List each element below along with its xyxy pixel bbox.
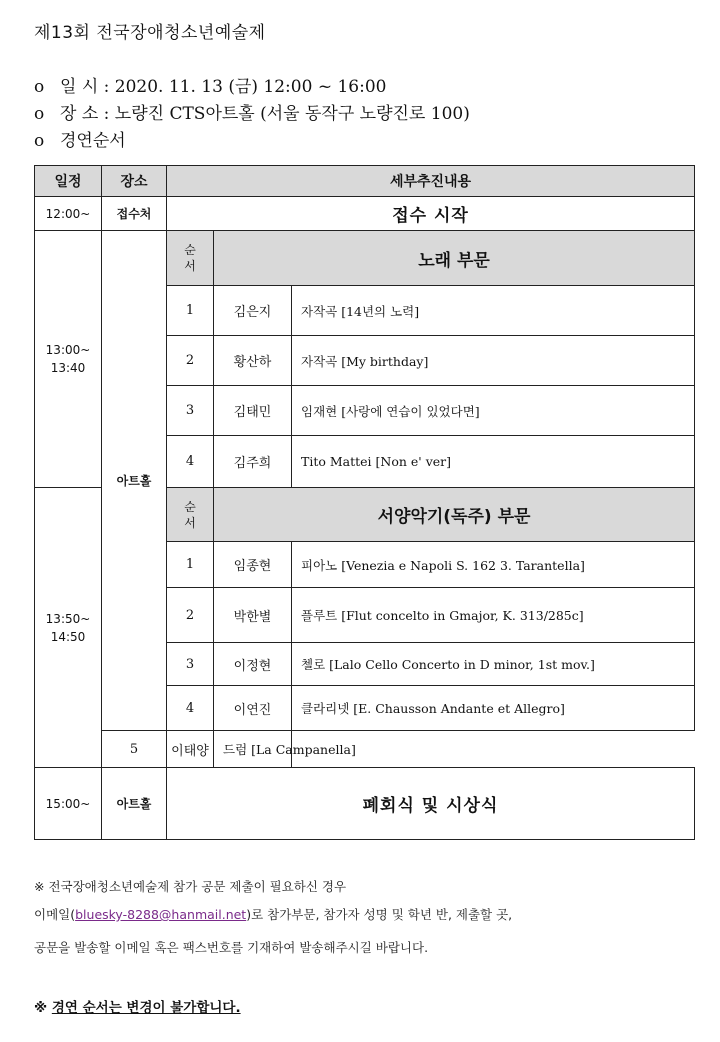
info-bullet: o: [34, 131, 45, 151]
closing-place: 아트홀: [102, 768, 167, 840]
table-row: [35, 731, 695, 768]
instrument-section-title: 서양악기(독주) 부문: [214, 488, 695, 542]
header-detail: 세부추진내용: [167, 166, 695, 197]
entry-piece: Tito Mattei [Non e' ver]: [292, 436, 695, 488]
email-link[interactable]: bluesky-8288@hanmail.net: [75, 907, 247, 922]
entry-piece: 임재현 [사랑에 연습이 있었다면]: [292, 386, 695, 436]
document-title: 제13회 전국장애청소년예술제: [34, 23, 266, 43]
info-venue-text: 장 소 : 노량진 CTS아트홀 (서울 동작구 노량진로 100): [60, 104, 470, 124]
instrument-time: 13:50~ 14:50: [35, 488, 102, 768]
vocal-time: 13:00~ 13:40: [35, 231, 102, 488]
header-time: 일정: [35, 166, 102, 197]
info-bullet: o: [34, 77, 45, 97]
entry-name: 김주희: [214, 436, 292, 488]
note-line-1: ※ 전국장애청소년예술제 참가 공문 제출이 필요하신 경우: [34, 879, 347, 894]
vocal-section-title: 노래 부문: [214, 231, 695, 286]
entry-number: 4: [167, 686, 214, 731]
entry-number: 1: [167, 286, 214, 336]
info-venue: [34, 99, 470, 124]
entry-number: 5: [102, 731, 167, 768]
info-date-text: 일 시 : 2020. 11. 13 (금) 12:00 ~ 16:00: [60, 77, 387, 97]
warning-mark: ※: [34, 1000, 48, 1016]
entry-piece: 피아노 [Venezia e Napoli S. 162 3. Tarantella]: [292, 542, 695, 588]
reception-time: 12:00~: [35, 197, 102, 231]
info-order: [34, 126, 126, 151]
note-line-2: [34, 905, 512, 923]
entry-piece: 클라리넷 [E. Chausson Andante et Allegro]: [292, 686, 695, 731]
order-label: 순 서: [167, 231, 214, 286]
entry-number: 2: [167, 336, 214, 386]
entry-number: 3: [167, 386, 214, 436]
entry-name: 임종현: [214, 542, 292, 588]
entry-number: 3: [167, 643, 214, 686]
header-place: 장소: [102, 166, 167, 197]
schedule-table: [34, 165, 695, 840]
entry-number: 1: [167, 542, 214, 588]
entry-name: 이연진: [214, 686, 292, 731]
entry-name: 황산하: [214, 336, 292, 386]
entry-number: 2: [167, 588, 214, 643]
info-date: [34, 72, 386, 97]
order-label: 순 서: [167, 488, 214, 542]
entry-piece: 자작곡 [14년의 노력]: [292, 286, 695, 336]
entry-name: 이정현: [214, 643, 292, 686]
entry-name: 김은지: [214, 286, 292, 336]
closing-time: 15:00~: [35, 768, 102, 840]
table-header-row: [35, 166, 695, 197]
entry-piece: 첼로 [Lalo Cello Concerto in D minor, 1st mov.]: [292, 643, 695, 686]
closing-row: [35, 768, 695, 840]
reception-text: 접수 시작: [167, 197, 695, 231]
vocal-section-row: [35, 231, 695, 286]
reception-row: [35, 197, 695, 231]
entry-name: 김태민: [214, 386, 292, 436]
note-email-suffix: )로 참가부문, 참가자 성명 및 학년 반, 제출할 곳,: [246, 907, 513, 922]
main-place: 아트홀: [102, 231, 167, 731]
warning-note: [34, 996, 241, 1016]
info-order-text: 경연순서: [60, 131, 126, 151]
note-line-3: 공문을 발송할 이메일 혹은 팩스번호를 기재하여 발송해주시길 바랍니다.: [34, 940, 429, 955]
entry-name: 이태양: [167, 731, 214, 768]
closing-text: 폐회식 및 시상식: [167, 768, 695, 840]
entry-name: 박한별: [214, 588, 292, 643]
entry-piece: 자작곡 [My birthday]: [292, 336, 695, 386]
entry-piece: 드럼 [La Campanella]: [214, 731, 292, 768]
info-bullet: o: [34, 104, 45, 124]
entry-piece: 플루트 [Flut concelto in Gmajor, K. 313/285c]: [292, 588, 695, 643]
reception-place: 접수처: [102, 197, 167, 231]
warning-text: 경연 순서는 변경이 불가합니다.: [51, 1000, 241, 1016]
note-email-prefix: 이메일(: [34, 907, 76, 922]
entry-number: 4: [167, 436, 214, 488]
